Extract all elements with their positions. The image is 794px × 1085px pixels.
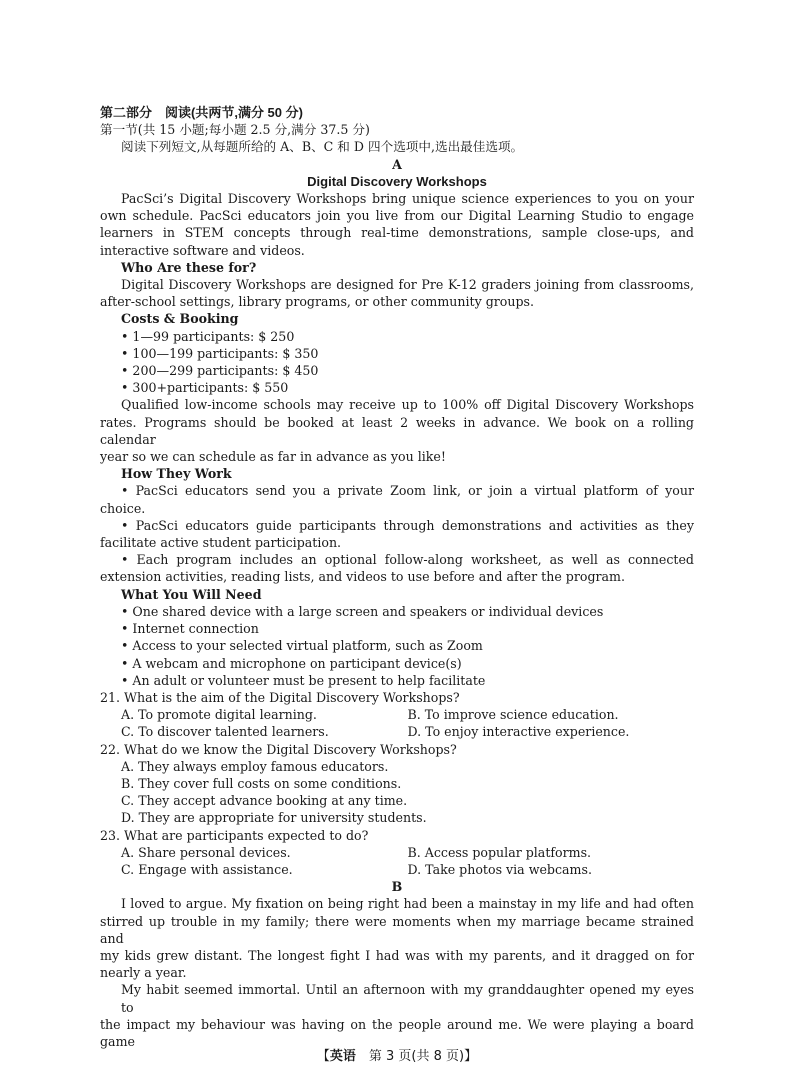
text-line: choice. xyxy=(100,500,146,516)
costs-list xyxy=(100,328,694,397)
passage-b-p1 xyxy=(100,895,694,981)
text-line: nearly a year. xyxy=(100,965,187,981)
text-line: year so we can schedule as far in advance as you like! xyxy=(100,449,446,465)
footer-bracket-open: 【 xyxy=(316,1049,330,1064)
option-row xyxy=(100,723,694,740)
option-b: B. To improve science education. xyxy=(407,707,619,723)
need-heading: What You Will Need xyxy=(121,586,262,602)
text-line: Digital Discovery Workshops are designed for Pre K-12 graders joining from classrooms, xyxy=(121,277,694,293)
instruction: 阅读下列短文,从每题所给的 A、B、C 和 D 四个选项中,选出最佳选项。 xyxy=(121,139,524,155)
list-item: • One shared device with a large screen and speakers or individual devices xyxy=(121,603,604,619)
footer-page-number: 第 3 页(共 8 页) xyxy=(355,1049,465,1064)
option-c: C. To discover talented learners. xyxy=(121,724,329,740)
text-line: My habit seemed immortal. Until an afternoon with my granddaughter opened my eyes to xyxy=(121,982,694,1015)
how-heading: How They Work xyxy=(121,466,232,482)
question-stem: 22. What do we know the Digital Discovery Workshops? xyxy=(100,741,457,757)
option-a: A. Share personal devices. xyxy=(121,844,291,860)
option-row xyxy=(100,844,694,861)
option-c: C. Engage with assistance. xyxy=(121,861,293,877)
section-heading: 第一节(共 15 小题;每小题 2.5 分,满分 37.5 分) xyxy=(100,122,370,138)
text-line: interactive software and videos. xyxy=(100,242,305,258)
text-line: extension activities, reading lists, and videos to use before and after the program. xyxy=(100,569,625,585)
footer-subject: 英语 xyxy=(329,1049,356,1064)
page-footer xyxy=(0,1048,794,1065)
text-line: facilitate active student participation. xyxy=(100,535,342,551)
part-heading: 第二部分 阅读(共两节,满分 50 分) xyxy=(100,105,303,120)
option-row xyxy=(100,706,694,723)
needs-list xyxy=(100,603,694,689)
option-d: D. Take photos via webcams. xyxy=(407,861,592,877)
passage-b-p2 xyxy=(100,981,694,1050)
text-line: rates. Programs should be booked at least 2 weeks in advance. We book on a rolling calendar xyxy=(100,414,694,447)
text-line: • PacSci educators send you a private Zoom link, or join a virtual platform of your xyxy=(121,483,694,499)
text-line: PacSci’s Digital Discovery Workshops bring unique science experiences to you on your xyxy=(121,191,694,207)
page-content xyxy=(100,104,694,1050)
list-item: • A webcam and microphone on participant device(s) xyxy=(121,655,462,671)
list-item: • 300+participants: $ 550 xyxy=(121,380,289,396)
list-item: • Internet connection xyxy=(121,621,259,637)
text-line: the impact my behaviour was having on the people around me. We were playing a board game xyxy=(100,1016,694,1049)
text-line: learners in STEM concepts through real-time demonstrations, sample close-ups, and xyxy=(100,225,694,241)
option-d: D. They are appropriate for university students. xyxy=(121,810,427,826)
question-stem: 21. What is the aim of the Digital Discovery Workshops? xyxy=(100,689,460,705)
list-item: • Access to your selected virtual platform, such as Zoom xyxy=(121,638,483,654)
footer-bracket-close: 】 xyxy=(464,1049,478,1064)
list-item: • 200—299 participants: $ 450 xyxy=(121,363,319,379)
text-line: after-school settings, library programs, or other community groups. xyxy=(100,294,535,310)
costs-heading: Costs & Booking xyxy=(121,311,239,327)
option-row xyxy=(100,861,694,878)
option-b: B. They cover full costs on some conditions. xyxy=(121,775,402,791)
list-item: • 1—99 participants: $ 250 xyxy=(121,328,295,344)
text-line: my kids grew distant. The longest fight I had was with my parents, and it dragged on for xyxy=(100,947,694,963)
option-c: C. They accept advance booking at any time. xyxy=(121,793,408,809)
text-line: own schedule. PacSci educators join you live from our Digital Learning Studio to engage xyxy=(100,208,694,224)
option-a: A. They always employ famous educators. xyxy=(121,758,389,774)
question-22 xyxy=(100,741,694,827)
list-item: • 100—199 participants: $ 350 xyxy=(121,345,319,361)
who-heading: Who Are these for? xyxy=(121,259,257,275)
text-line: Qualified low-income schools may receive up to 100% off Digital Discovery Workshops xyxy=(121,397,694,413)
question-stem: 23. What are participants expected to do? xyxy=(100,827,369,843)
question-23 xyxy=(100,827,694,879)
passage-b-letter: B xyxy=(391,879,403,895)
question-21 xyxy=(100,689,694,741)
passage-a-title: Digital Discovery Workshops xyxy=(307,173,487,189)
passage-a-letter: A xyxy=(392,156,402,172)
option-b: B. Access popular platforms. xyxy=(407,844,592,860)
text-line: • PacSci educators guide participants through demonstrations and activities as they xyxy=(121,517,694,533)
text-line: I loved to argue. My fixation on being right had been a mainstay in my life and had often xyxy=(121,896,694,912)
option-a: A. To promote digital learning. xyxy=(121,707,317,723)
text-line: stirred up trouble in my family; there were moments when my marriage became strained and xyxy=(100,913,694,946)
passage-a-intro xyxy=(100,190,694,259)
option-d: D. To enjoy interactive experience. xyxy=(407,724,630,740)
text-line: • Each program includes an optional follow-along worksheet, as well as connected xyxy=(121,552,694,568)
list-item: • An adult or volunteer must be present to help facilitate xyxy=(121,672,486,688)
